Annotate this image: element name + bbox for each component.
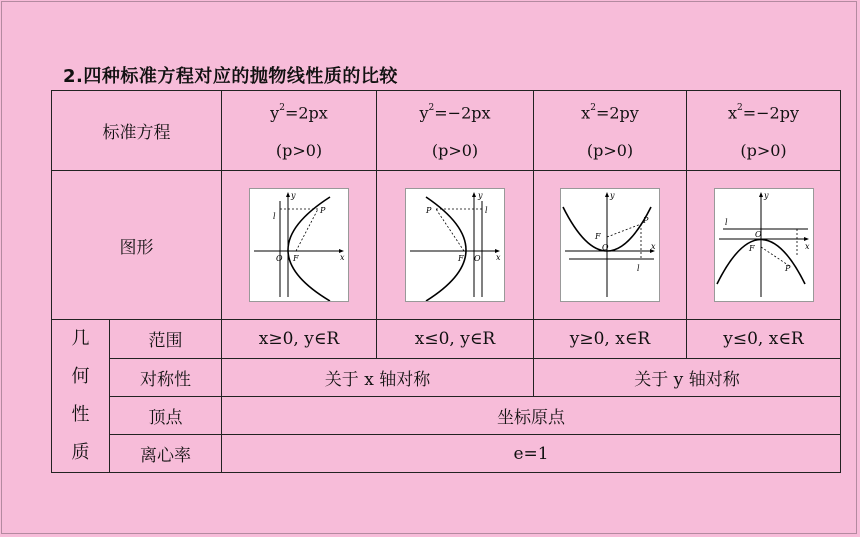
vertex-cell: 坐标原点 [222,396,841,434]
parabola-right-graph [249,188,349,302]
directrix-label: l [485,206,488,216]
symmetry-y-cell: 关于 y 轴对称 [534,358,841,396]
range-cell-1: x≥0, y∈R [222,320,377,358]
origin-label: O [474,254,481,264]
x-axis-label: x [804,242,810,252]
geometric-properties-group-label: 几 何 性 质 [52,320,110,473]
table-row [52,320,841,358]
table-row [52,435,841,473]
equation-cell-1: $y^2=2px$ (p>0) [222,91,377,171]
directrix-label: l [273,212,276,222]
directrix-label: l [724,218,728,228]
equation-cell-3: $x^2=2py$ (p>0) [534,91,687,171]
table-row [52,91,841,171]
table-row [52,171,841,320]
parabola-left-graph [405,188,505,302]
graph-cell-1 [222,171,377,320]
focus-label: F [748,244,755,254]
y-axis-label: y [610,191,615,201]
parabola-down-graph [714,188,814,302]
x-axis-label: x [496,253,501,263]
focus-label: F [595,232,601,242]
origin-label: O [276,254,283,264]
section-heading: 2.四种标准方程对应的抛物线性质的比较 [63,66,398,87]
row-label-eccentricity: 离心率 [110,435,222,473]
row-label-symmetry: 对称性 [110,358,222,396]
y-axis-label: y [478,191,483,201]
range-cell-4: y≤0, x∈R [687,320,841,358]
y-axis-label: y [763,191,769,201]
graph-cell-3 [534,171,687,320]
point-label: P [643,216,649,226]
origin-label: O [602,243,609,253]
equation-cell-4: $x^2=-2py$ (p>0) [687,91,841,171]
table-row [52,396,841,434]
graph-cell-2 [377,171,534,320]
y-axis-label: y [291,191,296,201]
directrix-label: l [637,264,640,274]
symmetry-x-cell: 关于 x 轴对称 [222,358,534,396]
row-label-standard-equation: 标准方程 [52,91,222,171]
row-label-vertex: 顶点 [110,396,222,434]
focus-label: F [293,254,299,264]
origin-label: O [754,230,762,240]
row-label-graph: 图形 [52,171,222,320]
x-axis-label: x [340,253,345,263]
table-row [52,358,841,396]
x-axis-label: x [651,242,656,252]
equation-cell-2: $y^2=-2px$ (p>0) [377,91,534,171]
eccentricity-cell: e=1 [222,435,841,473]
parabola-up-graph [560,188,660,302]
range-cell-2: x≤0, y∈R [377,320,534,358]
graph-cell-4 [687,171,841,320]
parabola-comparison-table [51,90,841,473]
focus-label: F [458,254,464,264]
range-cell-3: y≥0, x∈R [534,320,687,358]
point-label: P [320,206,326,216]
point-label: P [426,206,432,216]
point-label: P [784,264,790,274]
row-label-range: 范围 [110,320,222,358]
